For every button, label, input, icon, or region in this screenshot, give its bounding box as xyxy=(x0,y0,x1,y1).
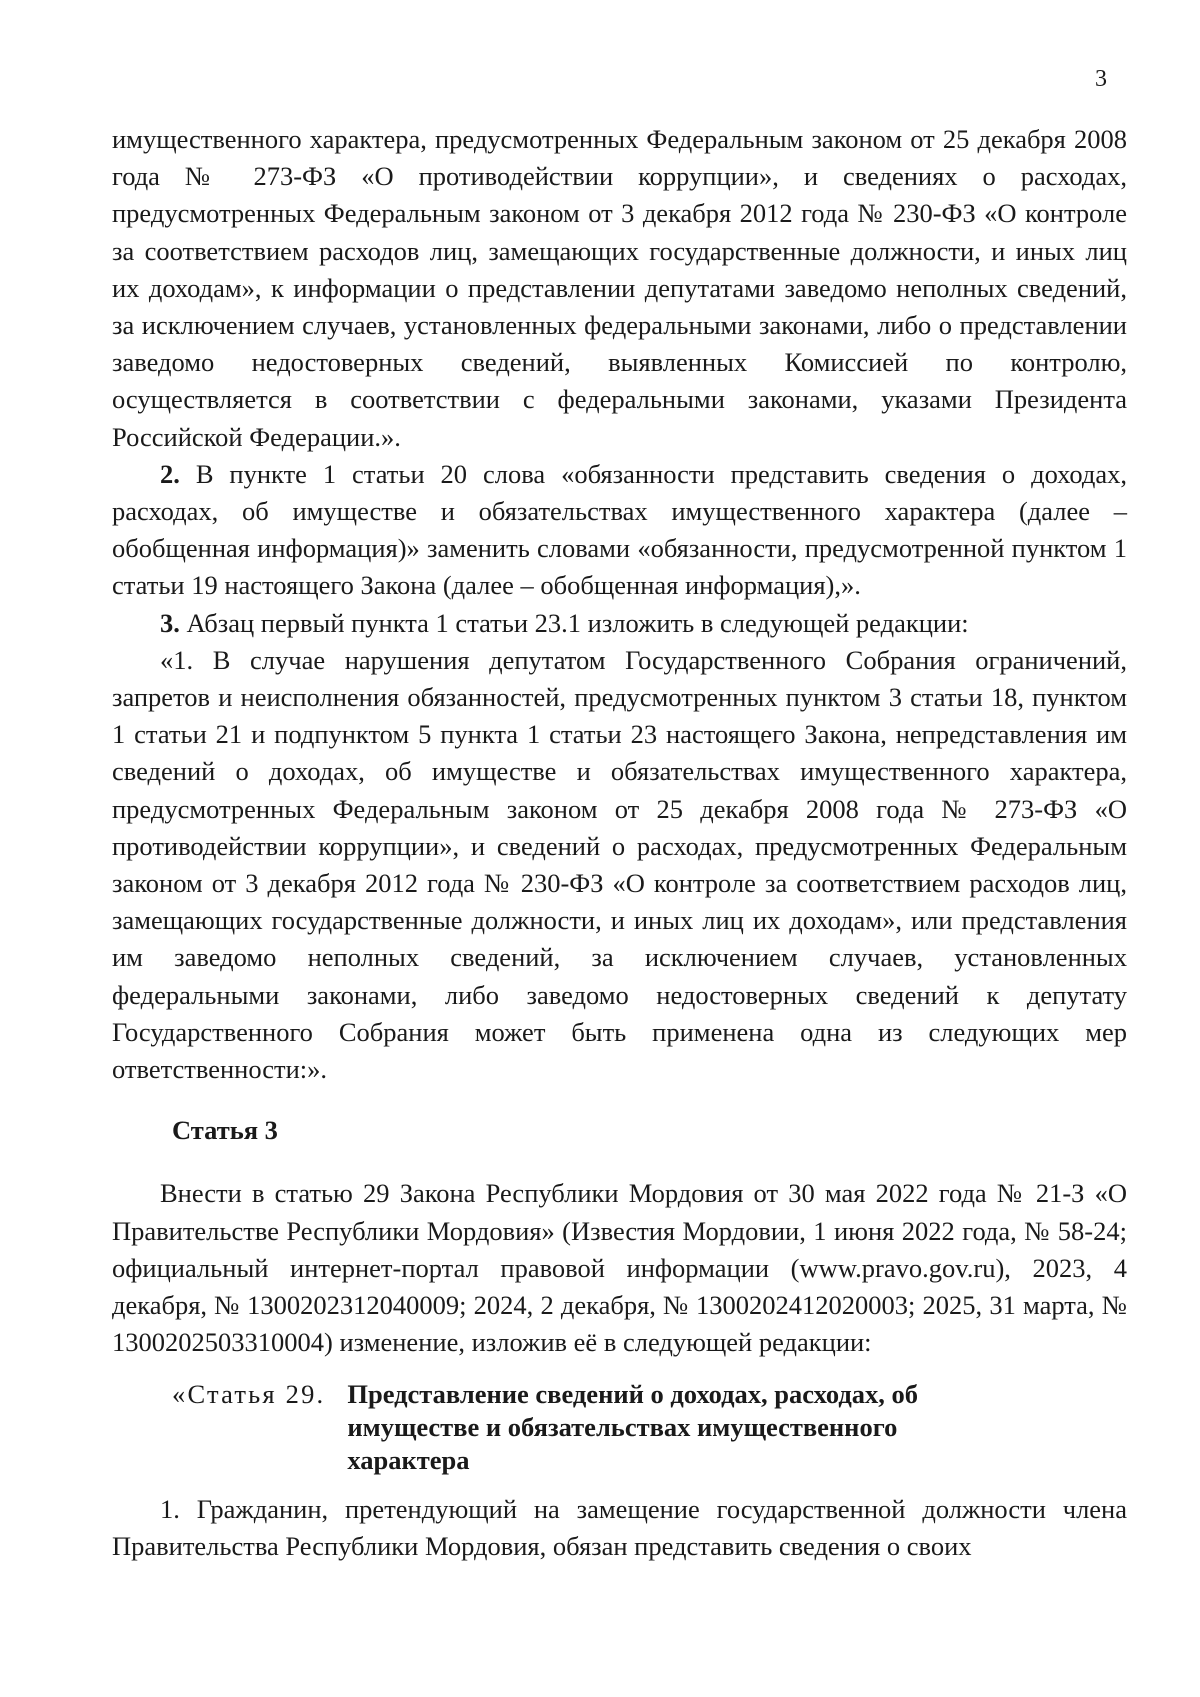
article-3-heading: Статья 3 xyxy=(172,1115,278,1146)
paragraph-new-wording: «1. В случае нарушения депутатом Государственного Собрания ограничений, запретов и неисполнения обязанностей, предусмотренных пунктом 3 статьи 18, пунктом 1 статьи 21 и подпунктом 5 пункта 1 статьи 23 настоящего Закона, непредставления им сведений о доходах, об имуществе и обязательствах имущественного характера, предусмотренных Федеральным законом от 25 декабря 2008 года № 273-ФЗ «О противодействии коррупции», и сведений о расходах, предусмотренных Федеральным законом от 3 декабря 2012 года № 230-ФЗ «О контроле за соответствием расходов лиц, замещающих государственные должности, и иных лиц их доходам», или представления им заведомо неполных сведений, за исключением случаев, установленных федеральными законами, либо заведомо недостоверных сведений к депутату Государственного Собрания может быть применена одна из следующих мер ответственности:». xyxy=(112,644,1127,1085)
paragraph-item-2 xyxy=(112,456,1127,605)
article-29-label: «Статья 29. xyxy=(172,1378,326,1409)
item-2-text: В пункте 1 статьи 20 слова «обязанности представить сведения о доходах, расходах, об имуществе и обязательствах имущественного характера (далее – обобщенная информация)» заменить словами «обязанности, предусмотренной пунктом 1 статьи 19 настоящего Закона (далее – обобщенная информация),». xyxy=(112,458,1127,601)
article-29-title: Представление сведений о доходах, расходах, об имуществе и обязательствах имущественного характера xyxy=(347,1378,919,1475)
document-body xyxy=(112,121,1127,1565)
article-29-title-block xyxy=(172,1378,1127,1477)
paragraph-continuation: имущественного характера, предусмотренных Федеральным законом от 25 декабря 2008 года № 273-ФЗ «О противодействии коррупции», и сведениях о расходах, предусмотренных Федеральным законом от 3 декабря 2012 года № 230-ФЗ «О контроле за соответствием расходов лиц, замещающих государственные должности, и иных лиц их доходам», к информации о представлении депутатами заведомо неполных сведений, за исключением случаев, установленных федеральными законами, либо о представлении заведомо недостоверных сведений, выявленных Комиссией по контролю, осуществляется в соответствии с федеральными законами, указами Президента Российской Федерации.». xyxy=(112,124,1127,452)
paragraph-item-3 xyxy=(112,605,1127,642)
item-3-text: Абзац первый пункта 1 статьи 23.1 изложить в следующей редакции: xyxy=(186,607,969,638)
item-number-2: 2. xyxy=(160,458,180,489)
page-number: 3 xyxy=(1095,66,1107,92)
article-3-text: Внести в статью 29 Закона Республики Мордовия от 30 мая 2022 года № 21-З «О Правительстве Республики Мордовия» (Известия Мордовии, 1 июня 2022 года, № 58-24; официальный интернет-портал правовой информации (www.pravo.gov.ru), 2023, 4 декабря, № 1300202312040009; 2024, 2 декабря, № 1300202412020003; 2025, 31 марта, № 1300202503310004) изменение, изложив её в следующей редакции: xyxy=(112,1178,1127,1358)
item-number-3: 3. xyxy=(160,607,180,638)
article-29-paragraph-1: 1. Гражданин, претендующий на замещение государственной должности члена Правительства Республики Мордовия, обязан представить сведения о своих xyxy=(112,1493,1127,1561)
